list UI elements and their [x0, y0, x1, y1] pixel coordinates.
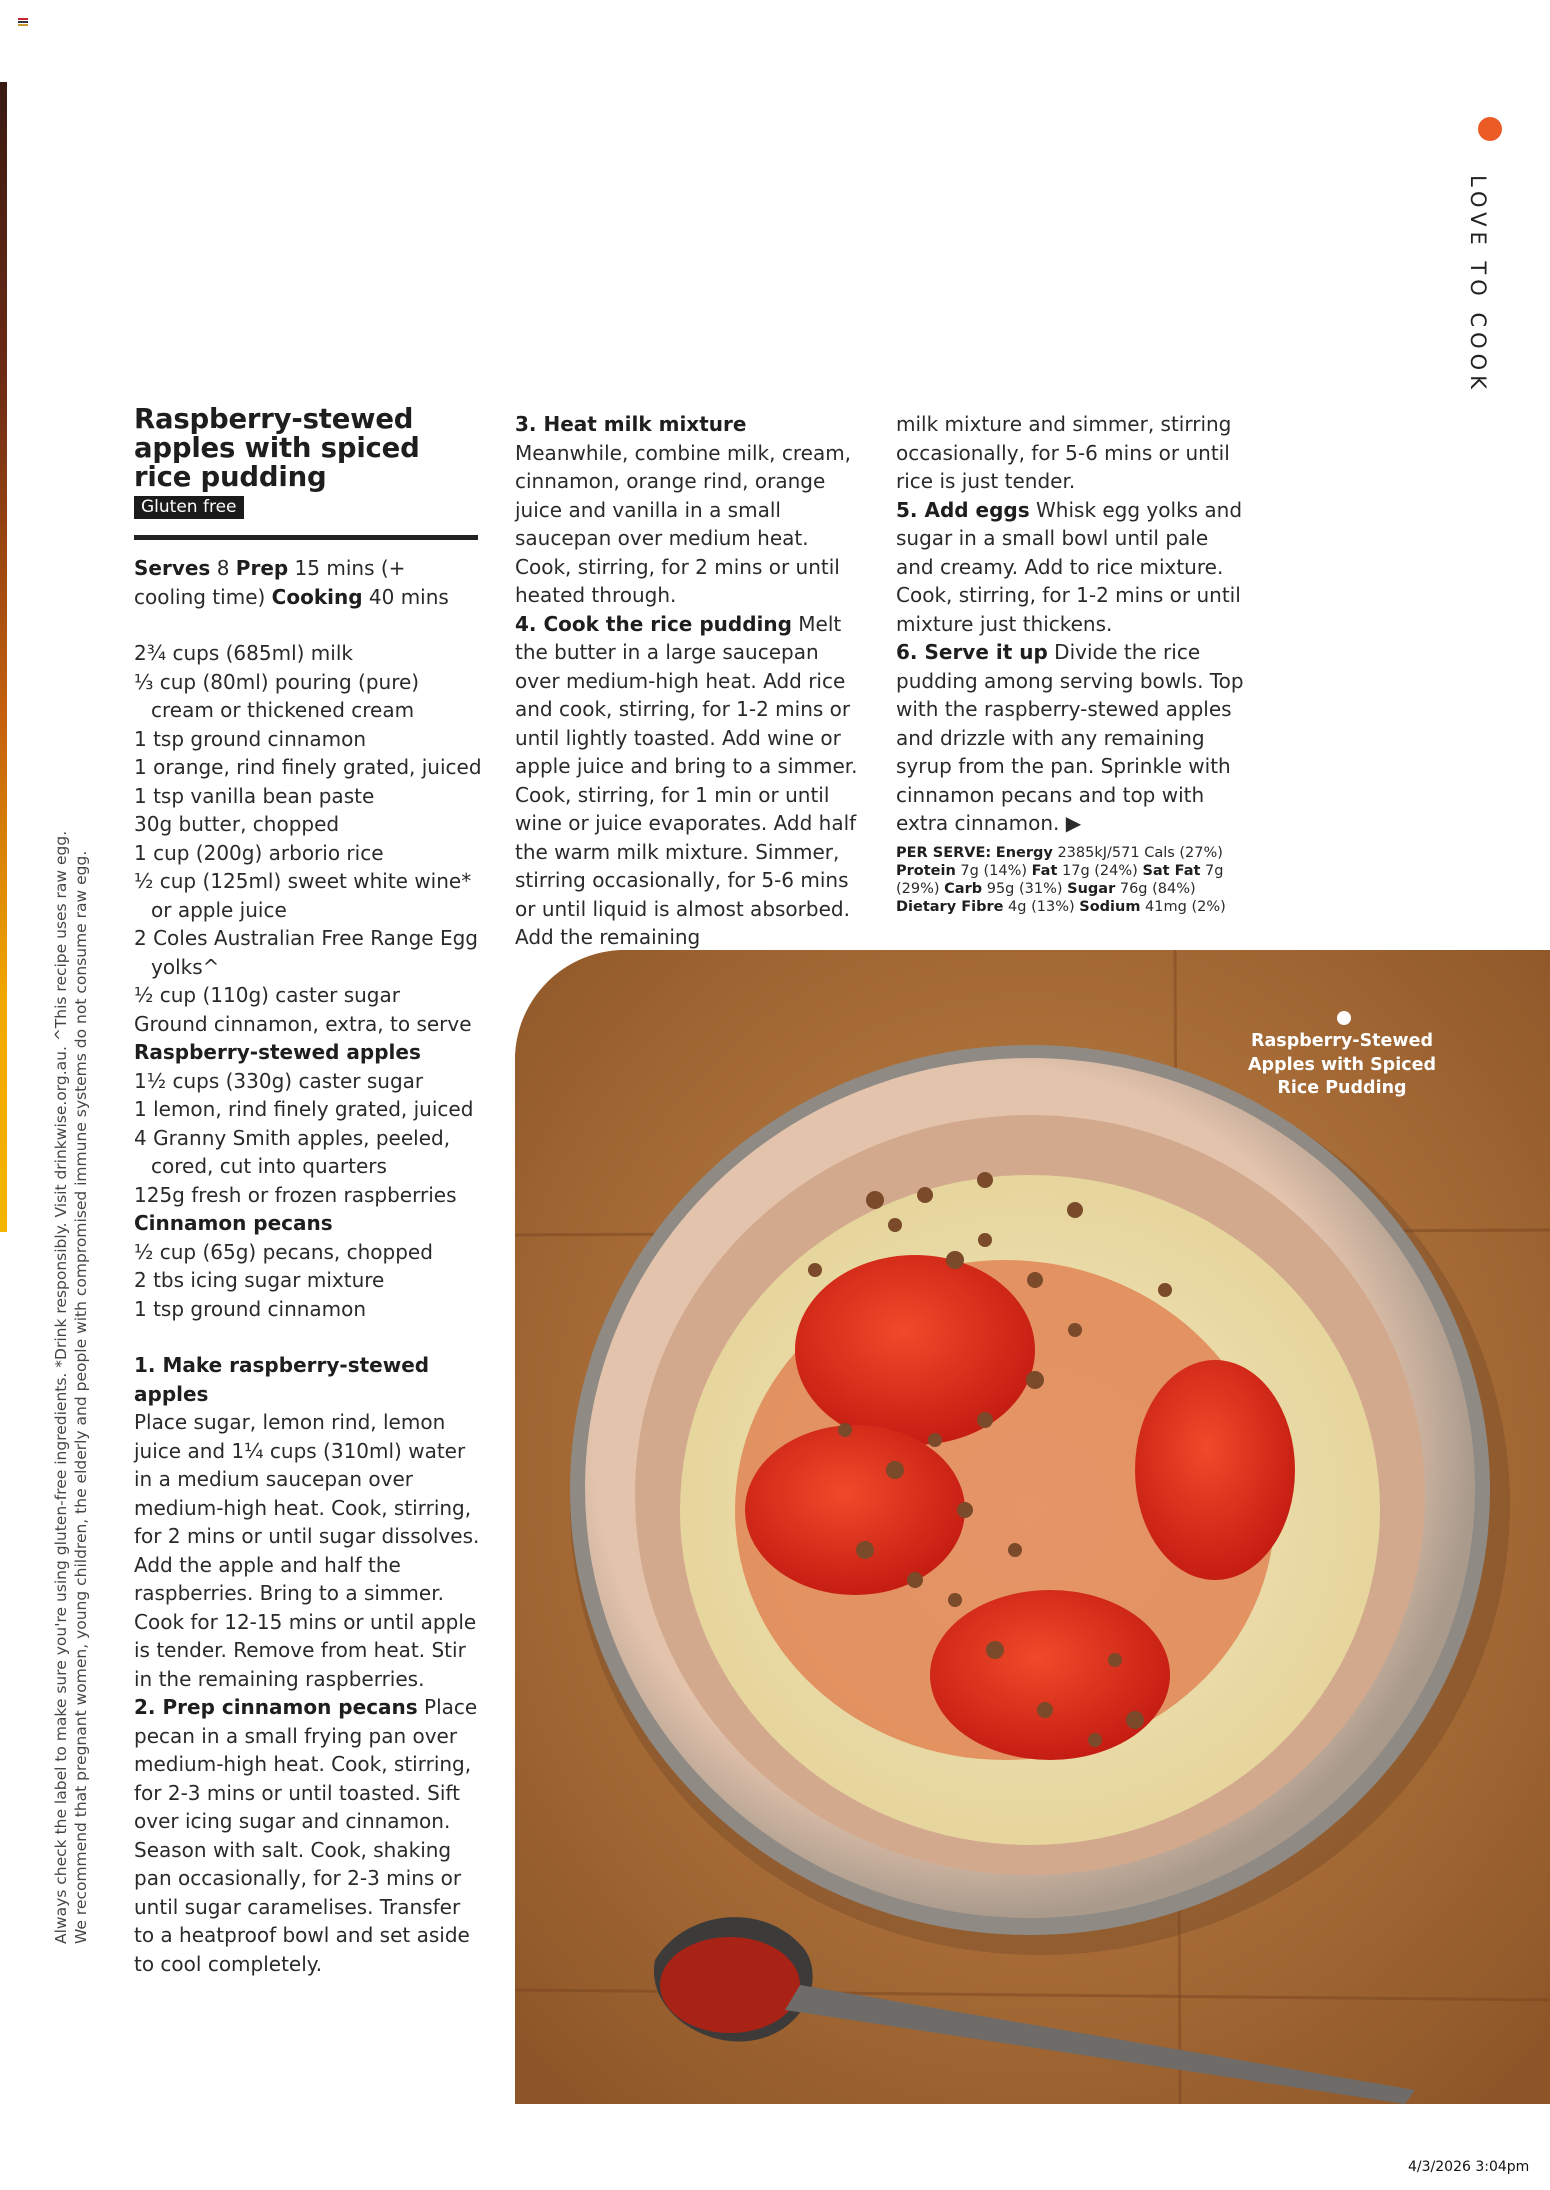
ingredient-item: 1 cup (200g) arborio rice	[134, 840, 384, 865]
method-step-4	[515, 610, 860, 952]
step-heading: 5. Add eggs	[896, 497, 1030, 522]
step-text: Whisk egg yolks and sugar in a small bowl until pale and creamy. Add to rice mixture. Cook, stirring, for 1-2 mins or until mixture just thickens.	[896, 497, 1243, 636]
step-text: Melt the butter in a large saucepan over medium-high heat. Add rice and cook, stirring, for 1-2 mins or until lightly toasted. Add wine or apple juice and bring to a simmer. Cook, stirring, for 1 min or until wine or juice evaporates. Add half the warm milk mixture. Simmer, stirring occasionally, for 5-6 mins or until liquid is almost absorbed. Add the remaining	[515, 611, 858, 949]
print-timestamp: 4/3/2026 3:04pm	[1408, 2159, 1530, 2175]
fibre-value: 4g (13%)	[1003, 898, 1080, 915]
ingredient-item: 1 orange, rind finely grated, juiced	[134, 755, 482, 779]
protein-label: Protein	[896, 862, 956, 879]
fat-label: Fat	[1031, 862, 1058, 879]
ingredient-item: 2 Coles Australian Free Range Egg yolks^	[134, 926, 478, 979]
carb-value: 95g (31%)	[982, 880, 1068, 897]
ingredient-item: 1 tsp vanilla bean paste	[134, 783, 375, 808]
ingredient-item: ½ cup (110g) caster sugar	[134, 983, 400, 1007]
apples-subheading: Raspberry-stewed apples	[134, 1040, 421, 1064]
ingredient-item: 30g butter, chopped	[134, 812, 340, 836]
ingredient-list	[134, 639, 482, 1323]
satfat-label: Sat Fat	[1142, 862, 1201, 879]
step-heading: 4. Cook the rice pudding	[515, 611, 792, 636]
pecans-subheading: Cinnamon pecans	[134, 1211, 333, 1235]
ingredient-item: ⅓ cup (80ml) pouring (pure) cream or thickened cream	[134, 669, 420, 722]
recipe-meta	[134, 554, 482, 611]
step-text: Place sugar, lemon rind, lemon juice and 1¼ cups (310ml) water in a medium saucepan over medium-high heat. Cook, stirring, for 2 mins or until sugar dissolves. Add the apple and half the raspberries. Bring to a simmer. Cook for 12-15 mins or until apple is tender. Remove from heat. Stir in the remaining raspberries.	[134, 1410, 480, 1691]
prep-value: 15 mins (+ cooling time)	[134, 556, 406, 609]
serves-label: Serves	[134, 556, 211, 580]
method-step-3	[515, 410, 860, 610]
method-step-4-continued	[896, 410, 1246, 496]
ingredient-item: 125g fresh or frozen raspberries	[134, 1182, 457, 1207]
nutrition-label: PER SERVE:	[896, 844, 992, 861]
step-heading: 3. Heat milk mixture	[515, 412, 747, 436]
title-divider	[134, 535, 478, 540]
section-tab-dot	[1478, 117, 1502, 141]
ingredient-item: ½ cup (65g) pecans, chopped	[134, 1239, 433, 1264]
method-step-6	[896, 638, 1246, 838]
cooking-label: Cooking	[271, 584, 363, 609]
prep-label: Prep	[235, 556, 289, 580]
recipe-middle-column	[515, 410, 860, 952]
fibre-label: Dietary Fibre	[896, 898, 1004, 915]
ingredient-item: 1 tsp ground cinnamon	[134, 1296, 367, 1321]
method-step-1	[134, 1351, 482, 1693]
caption-marker-dot	[1337, 1011, 1351, 1025]
step-heading: 6. Serve it up	[896, 640, 1048, 664]
carb-label: Carb	[944, 880, 983, 897]
ingredient-item: 1½ cups (330g) caster sugar	[134, 1068, 424, 1093]
legal-disclaimer-line-2: We recommend that pregnant women, young children, the elderly and people with compromised immune systems do not consume raw egg.	[72, 850, 90, 1944]
recipe-title: Raspberry-stewed apples with spiced rice pudding	[134, 403, 420, 493]
sugar-value: 76g (84%)	[1115, 880, 1196, 897]
energy-label: Energy	[995, 844, 1053, 861]
step-text: Place pecan in a small frying pan over medium-high heat. Cook, stirring, for 2-3 mins or until toasted. Sift over icing sugar and cinnamon. Season with salt. Cook, shaking pan occasionally, for 2-3 mins or until sugar caramelises. Transfer to a heatproof bowl and set aside to cool completely.	[134, 1695, 478, 1976]
ingredient-item: 2¾ cups (685ml) milk	[134, 641, 353, 665]
sugar-label: Sugar	[1067, 880, 1116, 897]
ingredient-item: ½ cup (125ml) sweet white wine* or apple juice	[134, 869, 472, 922]
recipe-photo	[515, 950, 1550, 2104]
step-text: Divide the rice pudding among serving bowls. Top with the raspberry-stewed apples and drizzle with any remaining syrup from the pan. Sprinkle with cinnamon pecans and top with extra cinnamon. ▶	[896, 640, 1244, 835]
sodium-value: 41mg (2%)	[1140, 898, 1226, 915]
step-heading: 2. Prep cinnamon pecans	[134, 1695, 418, 1719]
ingredient-item: 1 tsp ground cinnamon	[134, 726, 367, 751]
sodium-label: Sodium	[1079, 898, 1141, 915]
rice-pudding-bowl-illustration	[515, 950, 1550, 2104]
method-step-5	[896, 496, 1246, 639]
method-step-2	[134, 1693, 482, 1978]
ingredient-item: 4 Granny Smith apples, peeled, cored, cut into quarters	[134, 1125, 451, 1178]
recipe-left-column	[134, 405, 482, 1978]
gluten-free-badge: Gluten free	[134, 496, 244, 519]
recipe-right-column	[896, 410, 1246, 916]
protein-value: 7g (14%)	[955, 862, 1032, 879]
ingredient-item: Ground cinnamon, extra, to serve	[134, 1011, 472, 1036]
fat-value: 17g (24%)	[1057, 862, 1143, 879]
nutrition-info	[896, 844, 1246, 916]
cooking-value: 40 mins	[362, 584, 449, 609]
ingredient-item: 2 tbs icing sugar mixture	[134, 1268, 385, 1292]
serves-value: 8	[210, 556, 236, 580]
page-corner-mark	[18, 18, 28, 26]
step-text: Meanwhile, combine milk, cream, cinnamon, orange rind, orange juice and vanilla in a small saucepan over medium heat. Cook, stirring, for 2 mins or until heated through.	[515, 440, 852, 607]
satfat-value: 7g (29%)	[896, 862, 1224, 897]
ingredient-item: 1 lemon, rind finely grated, juiced	[134, 1097, 474, 1121]
section-tab-label: LOVE TO COOK	[1466, 175, 1490, 394]
photo-caption: Raspberry-Stewed Apples with Spiced Rice Pudding	[1248, 1031, 1436, 1098]
step-heading: 1. Make raspberry-stewed apples	[134, 1353, 430, 1406]
legal-disclaimer-line-1: Always check the label to make sure you're using gluten-free ingredients. *Drink responsibly. Visit drinkwise.org.au. ^This recipe uses raw egg.	[52, 830, 70, 1944]
previous-page-edge	[0, 82, 7, 1232]
energy-value: 2385kJ/571 Cals (27%)	[1052, 844, 1223, 861]
step-text: milk mixture and simmer, stirring occasionally, for 5-6 mins or until rice is just tender.	[896, 412, 1232, 493]
